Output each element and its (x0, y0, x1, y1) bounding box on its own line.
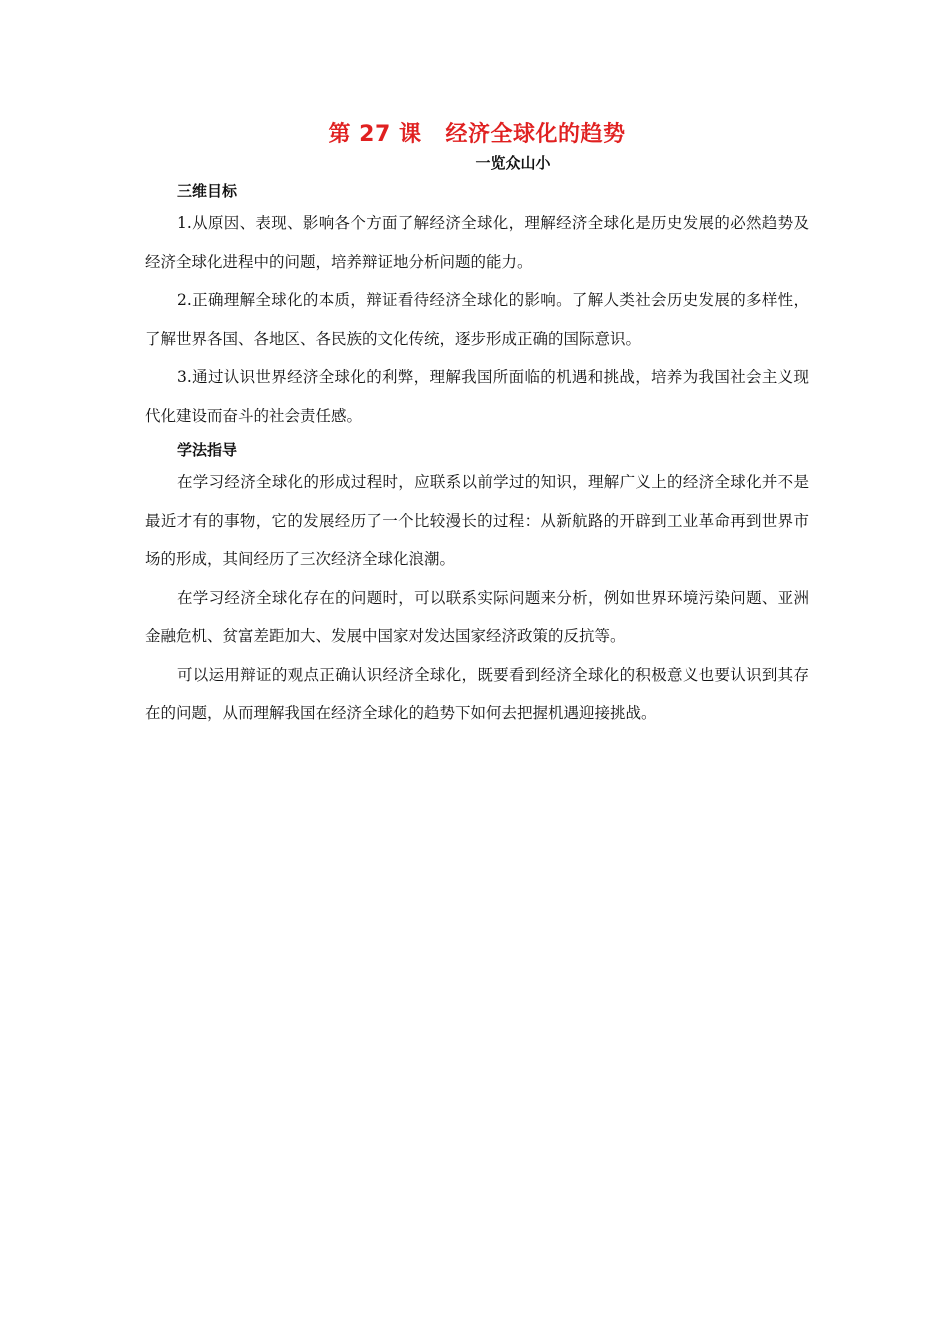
objective-paragraph: 2.正确理解全球化的本质，辩证看待经济全球化的影响。了解人类社会历史发展的多样性，了解世界各国、各地区、各民族的文化传统，逐步形成正确的国际意识。 (145, 291, 809, 348)
objective-paragraph: 1.从原因、表现、影响各个方面了解经济全球化，理解经济全球化是历史发展的必然趋势及经济全球化进程中的问题，培养辩证地分析问题的能力。 (145, 214, 809, 271)
section-heading: 三维目标 (177, 182, 238, 200)
objective-paragraph: 3.通过认识世界经济全球化的利弊，理解我国所面临的机遇和挑战，培养为我国社会主义现代化建设而奋斗的社会责任感。 (145, 368, 809, 425)
guide-paragraph: 在学习经济全球化存在的问题时，可以联系实际问题来分析，例如世界环境污染问题、亚洲金融危机、贫富差距加大、发展中国家对发达国家经济政策的反抗等。 (145, 588, 809, 645)
section-objectives (145, 178, 809, 435)
subtitle: 一览众山小 (475, 154, 551, 172)
lesson-name: 经济全球化的趋势 (445, 122, 626, 147)
section-study-guide (145, 437, 809, 733)
lesson-title (145, 118, 809, 152)
document-content (145, 118, 809, 733)
guide-paragraph: 可以运用辩证的观点正确认识经济全球化，既要看到经济全球化的积极意义也要认识到其存在的问题，从而理解我国在经济全球化的趋势下如何去把握机遇迎接挑战。 (145, 665, 809, 722)
guide-paragraph: 在学习经济全球化的形成过程时，应联系以前学过的知识，理解广义上的经济全球化并不是最近才有的事物，它的发展经历了一个比较漫长的过程：从新航路的开辟到工业革命再到世界市场的形成，其间经历了三次经济全球化浪潮。 (145, 473, 809, 568)
section-heading: 学法指导 (177, 441, 238, 459)
lesson-number: 第 27 课 (328, 122, 422, 147)
